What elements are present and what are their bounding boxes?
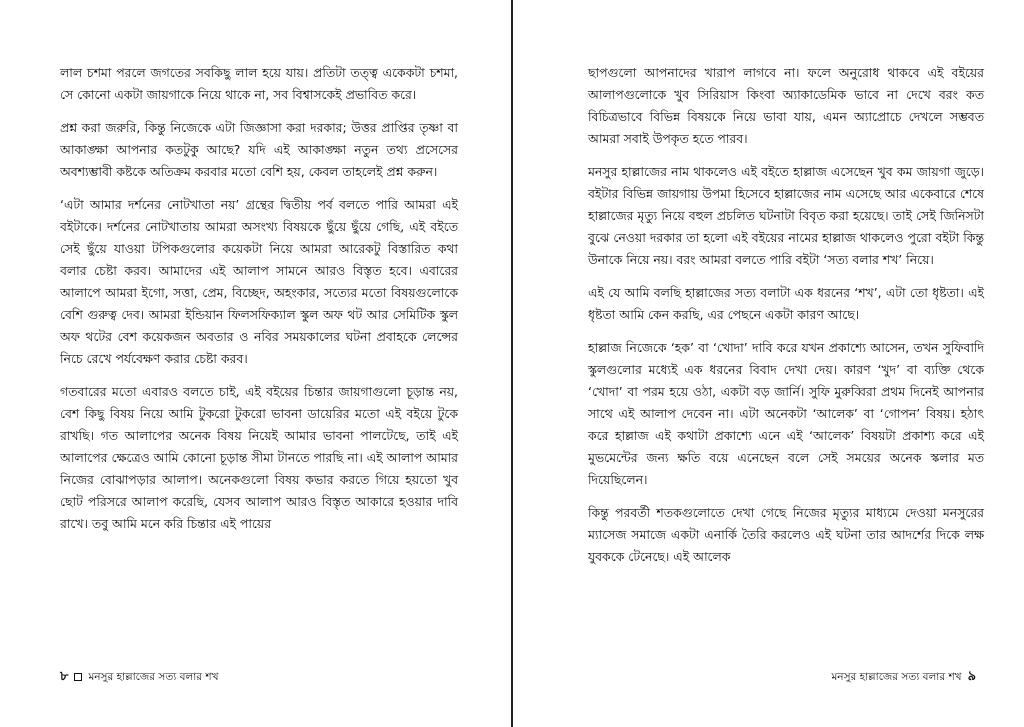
right-page-footer (831, 670, 976, 684)
paragraph: গতবারের মতো এবারও বলতে চাই, এই বইয়ের চিন্তার জায়গাগুলো চূড়ান্ত নয়, বেশ কিছু বিষয় নিয়ে আমি টুকরো টুকরো ভাবনা ডায়েরির মতো এই বইয়ে টুকে রাখছি। গত আলাপের অনেক বিষয় নিয়েই আমার ভাবনা পালটেছে, তাই এই আলাপের ক্ষেত্রেও আমি কোনো চূড়ান্ত সীমা টানতে পারছি না। এই আলাপ আমার নিজের বোঝাপড়ার আলাপ। অনেকগুলো বিষয় কভার করতে গিয়ে হয়তো খুব ছোট পরিসরে আলাপ করেছি, যেসব আলাপ আরও বিস্তৃত আকারে হওয়ার দাবি রাখে। তবু আমি মনে করি চিন্তার এই পায়ের (60, 384, 458, 531)
paragraph: মনসুর হাল্লাজের নাম থাকলেও এই বইতে হাল্লাজ এসেছেন খুব কম জায়গা জুড়ে। বইটার বিভিন্ন জায়গায় উপমা হিসেবে হাল্লাজের নাম এসেছে আর একেবারে শেষে হাল্লাজের মৃত্যু নিয়ে বহুল প্রচলিত ঘটনাটা বিবৃত করা হয়েছে। তাই সেই জিনিসটা বুঝে নেওয়া দরকার তা হলো এই বইয়ের নামের হাল্লাজ থাকলেও পুরো বইটা কিন্তু উনাকে নিয়ে নয়। বরং আমরা বলতে পারি বইটা ‘সত্য বলার শখ’ নিয়ে। (588, 164, 984, 267)
paragraph: হাল্লাজ নিজেকে ‘হক’ বা ‘খোদা’ দাবি করে যখন প্রকাশ্যে আসেন, তখন সুফিবাদি স্কুলগুলোর মধ্যেই এক ধরনের বিবাদ দেখা দেয়। কারণ ‘খুদ’ বা ব্যক্তি থেকে ‘খোদা’ বা পরম হয়ে ওঠা, একটা বড় জার্নি। সুফি মুরুব্বিরা প্রথম দিনেই আপনার সাথে এই আলাপ দেবেন না। এটা অনেকটা ‘আলেক’ বা ‘গোপন’ বিষয়। হঠাৎ করে হাল্লাজ এই কথাটা প্রকাশ্যে এনে এই ‘আলেক’ বিষয়টা প্রকাশ্য করে এই মুভমেন্টের জন্য ক্ষতি বয়ে এনেছেন বলে সেই সময়ের অনেক স্কলার মত দিয়েছিলেন। (588, 340, 984, 487)
square-icon (74, 673, 82, 681)
paragraph: ছাপগুলো আপনাদের খারাপ লাগবে না। ফলে অনুরোধ থাকবে এই বইয়ের আলাপগুলোকে খুব সিরিয়াস কিংবা অ্যাকাডেমিক ভাবে না দেখে বরং কত বিচিত্রভাবে বিভিন্ন বিষয়কে নিয়ে ভাবা যায়, এমন অ্যাপ্রোচে দেখলে সম্ভবত আমরা সবাই উপকৃত হতে পারব। (588, 65, 984, 146)
paragraph: প্রশ্ন করা জরুরি, কিন্তু নিজেকে এটা জিজ্ঞাসা করা দরকার; উত্তর প্রাপ্তির তৃষ্ণা বা আকাঙ্ক্ষা আপনার কতটুকু আছে? যদি এই আকাঙ্ক্ষা নতুন তথ্য প্রসেসের অবশ্যম্ভাবী কষ্টকে অতিক্রম করবার মতো বেশি হয়, কেবল তাহলেই প্রশ্ন করুন। (60, 120, 458, 179)
page-number: ৮ (60, 669, 69, 684)
paragraph: কিন্তু পরবর্তী শতকগুলোতে দেখা গেছে নিজের মৃত্যুর মাধ্যমে দেওয়া মনসুরের ম্যাসেজ সমাজে একটা এনার্কি তৈরি করলেও এই ঘটনা তার আদর্শের দিকে লক্ষ যুবককে টেনেছে। এই আলেক (588, 505, 984, 564)
right-page-body (588, 62, 984, 579)
right-page (513, 0, 1024, 727)
left-page (0, 0, 511, 727)
running-title: মনসুর হাল্লাজের সত্য বলার শখ (831, 671, 962, 683)
page-number: ৯ (967, 669, 976, 684)
running-title: মনসুর হাল্লাজের সত্য বলার শখ (88, 671, 219, 683)
left-page-body (60, 62, 458, 546)
paragraph: এই যে আমি বলছি হাল্লাজের সত্য বলাটা এক ধরনের ‘শখ’, এটা তো ধৃষ্টতা। এই ধৃষ্টতা আমি কেন করছি, এর পেছনে একটা কারণ আছে। (588, 285, 984, 322)
paragraph: লাল চশমা পরলে জগতের সবকিছু লাল হয়ে যায়। প্রতিটা তত্ত্ব একেকটা চশমা, সে কোনো একটা জায়গাকে নিয়ে থাকে না, সব বিশ্বাসকেই প্রভাবিত করে। (60, 65, 458, 102)
paragraph: ‘এটা আমার দর্শনের নোটখাতা নয়’ গ্রন্থের দ্বিতীয় পর্ব বলতে পারি আমরা এই বইটাকে। দর্শনের নোটখাতায় আমরা অসংখ্য বিষয়কে ছুঁয়ে ছুঁয়ে গেছি, এই বইতে সেই ছুঁয়ে যাওয়া টপিকগুলোর কয়েকটা নিয়ে আমরা আরেকটু বিস্তারিত কথা বলার চেষ্টা করব। আমাদের এই আলাপ সামনে আরও বিস্তৃত হবে। এবারের আলাপে আমরা ইগো, সত্তা, প্রেম, বিচ্ছেদ, অহংকার, সত্যের মতো বিষয়গুলোকে বেশি গুরুত্ব দেব। আমরা ইন্ডিয়ান ফিলসফিক্যাল স্কুল অফ থট আর সেমিটিক স্কুল অফ থটের বেশ কয়েকজন অবতার ও নবির সময়কালের ঘটনা প্রবাহকে লেন্সের নিচে রেখে পর্যবেক্ষণ করার চেষ্টা করব। (60, 197, 458, 366)
left-page-footer (60, 670, 219, 684)
